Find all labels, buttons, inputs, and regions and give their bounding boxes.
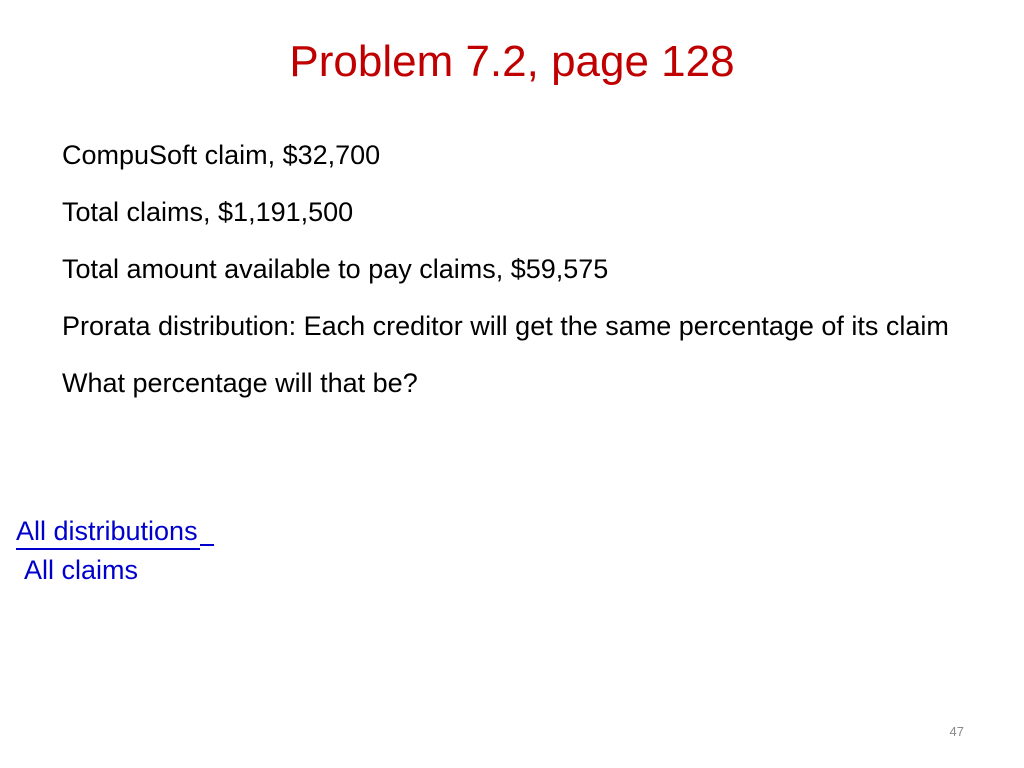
bullet-list [62, 138, 962, 423]
bullet-item: Total claims, $1,191,500 [62, 197, 354, 227]
bullet-item: What percentage will that be? [62, 368, 418, 398]
fraction-bar-extension [200, 512, 214, 546]
bullet-item: CompuSoft claim, $32,700 [62, 140, 381, 170]
bullet-item: Prorata distribution: Each creditor will get the same percentage of its claim [62, 311, 949, 341]
fraction-denominator: All claims [24, 555, 139, 585]
fraction-numerator: All distributions [16, 514, 200, 550]
fraction [16, 512, 214, 590]
bullet-item: Total amount available to pay claims, $59,575 [62, 254, 609, 284]
page-number: 47 [949, 724, 964, 739]
slide-title: Problem 7.2, page 128 [289, 37, 735, 86]
